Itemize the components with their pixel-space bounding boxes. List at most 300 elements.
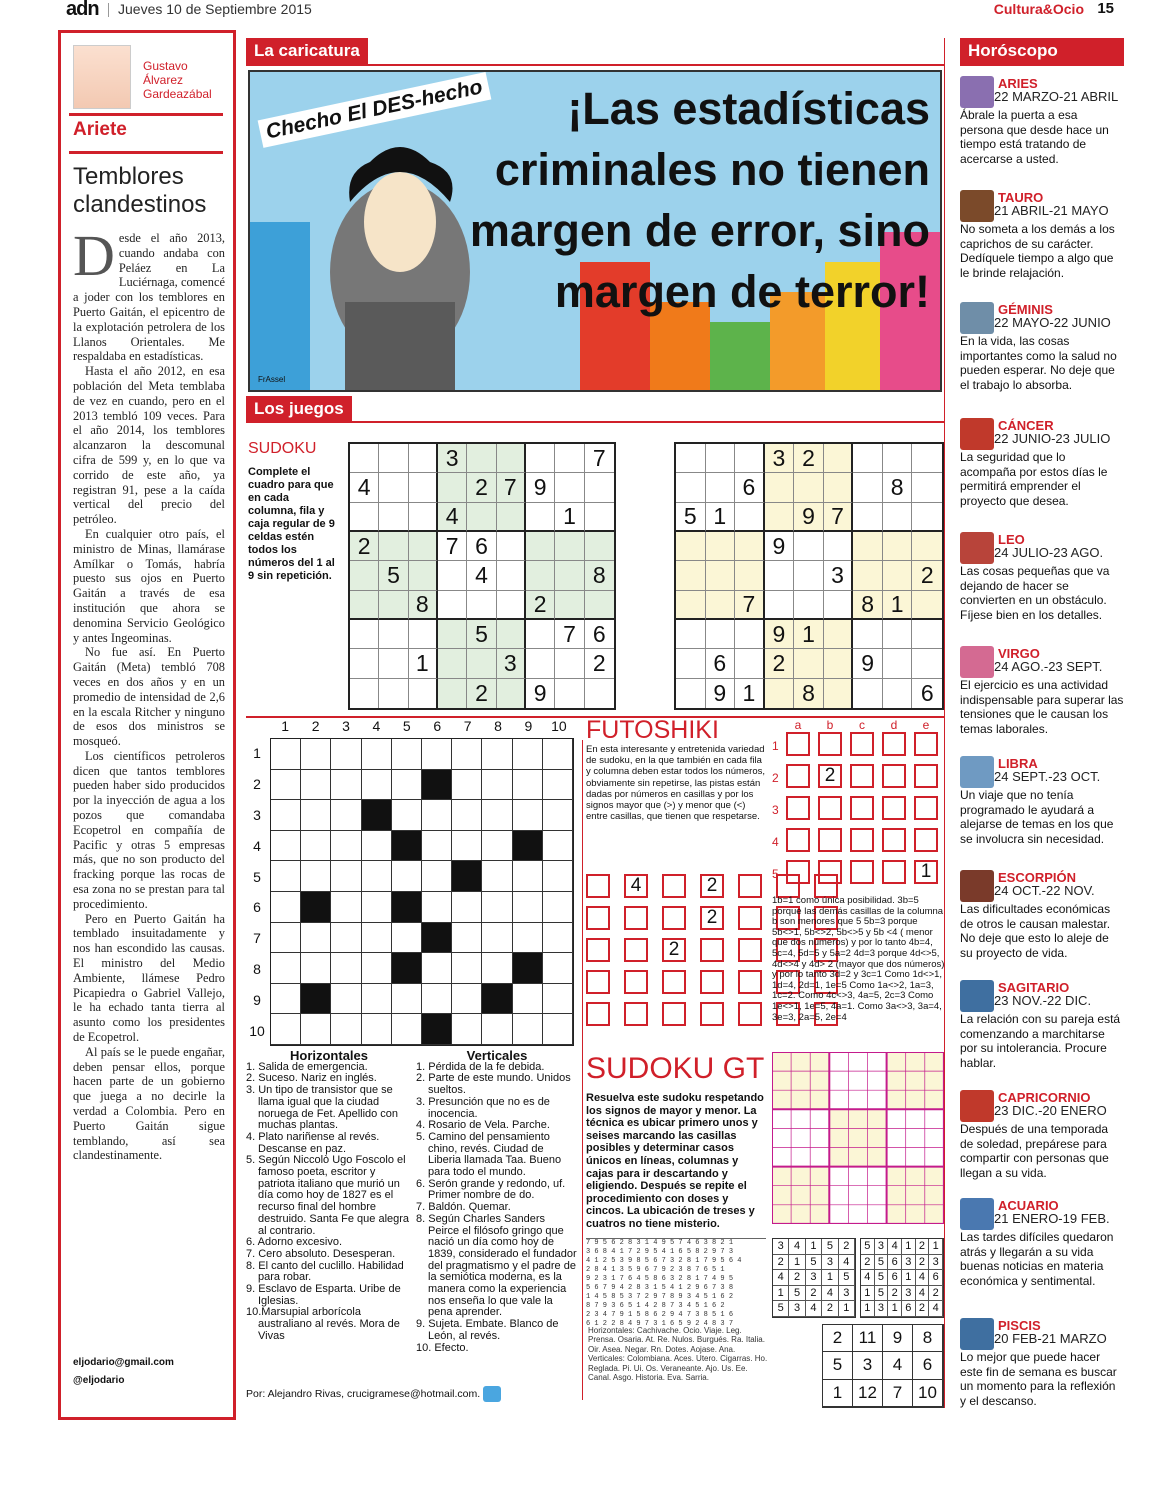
crossword-cell[interactable]: [513, 770, 543, 801]
crossword-cell[interactable]: [362, 984, 392, 1015]
solution-cell: 5: [773, 1301, 789, 1317]
clue: 2. Suceso. Nariz en inglés.: [246, 1072, 377, 1085]
futoshiki-cell[interactable]: [882, 828, 906, 852]
crossword-row-number: 9: [253, 991, 261, 1008]
crossword-cell[interactable]: [362, 923, 392, 954]
sudoku-cell: [912, 503, 942, 532]
crossword-cell[interactable]: [301, 953, 331, 984]
crossword-cell[interactable]: [271, 770, 301, 801]
section-title-juegos: Los juegos: [246, 396, 352, 422]
crossword-cell[interactable]: [422, 739, 452, 770]
sudoku-cell: 2: [912, 561, 942, 590]
futoshiki-cell[interactable]: [786, 732, 810, 756]
sudoku-cell: [409, 473, 438, 502]
sign-dates: 24 OCT.-22 NOV.: [994, 883, 1095, 898]
crossword-cell[interactable]: [331, 892, 361, 923]
solution-cell: 3: [773, 1239, 789, 1255]
crossword-cell[interactable]: [392, 892, 422, 923]
kakuro-cell: 1: [823, 1380, 853, 1407]
sudoku-cell: [853, 503, 883, 532]
crossword-col-number: 4: [372, 718, 381, 734]
crossword-cell[interactable]: [392, 1014, 422, 1045]
sudoku-cell: 1: [555, 503, 584, 532]
futoshiki-cell[interactable]: [624, 1002, 648, 1026]
sudoku-cell: [379, 591, 408, 620]
crossword-row-number: 3: [253, 806, 261, 823]
divider: [69, 113, 223, 116]
crossword-cell[interactable]: [543, 892, 573, 923]
futoshiki-cell[interactable]: [738, 906, 762, 930]
crossword-cell[interactable]: [271, 984, 301, 1015]
crossword-cell[interactable]: [271, 831, 301, 862]
crossword-cell[interactable]: [513, 953, 543, 984]
futoshiki-cell[interactable]: [882, 796, 906, 820]
crossword-cell[interactable]: [362, 770, 392, 801]
sudoku-cell: [824, 444, 854, 473]
sudoku-cell: 1: [706, 503, 736, 532]
crossword-row-number: 7: [253, 930, 261, 947]
clue: 6. Serón grande y redondo, uf. Primer nombre de do.: [416, 1177, 566, 1202]
paragraph: Desde el año 2013, cuando andaba con Peláez en La Luciérnaga, comencé a joder con los temblores en Puerto Gaitán, el epicentro de la explotación petrolera de los Llanos Orientales. Me respaldaba en estadísticas.: [73, 223, 225, 364]
sudoku-cell: [497, 679, 526, 708]
sign-text: Un viaje que no tenía programado le ayudará a alejarse de temas en los que se involucra sin necesidad.: [960, 788, 1114, 846]
crossword-col-number: 7: [463, 718, 472, 734]
paragraph: En cualquier otro país, el ministro de Minas, llamárase Amílkar o Tomás, habría puesto sus ojos en Puerto Gaitán a través de esa institución que ahora se denomina Servicio Geológico y antes Ingeominas.: [73, 526, 225, 645]
crossword-cell[interactable]: [392, 953, 422, 984]
crossword-cell[interactable]: [452, 739, 482, 770]
solution-cell: 2: [839, 1239, 855, 1255]
futoshiki-cell[interactable]: [914, 828, 938, 852]
solution-cell: 4: [822, 1286, 838, 1302]
futoshiki-cell[interactable]: 2: [700, 874, 724, 898]
futoshiki-cell[interactable]: [624, 906, 648, 930]
futoshiki-col-letter: a: [794, 718, 802, 732]
sign-dates: 22 JUNIO-23 JULIO: [994, 431, 1111, 446]
sudoku-cell: 8: [853, 591, 883, 620]
crossword-cell[interactable]: [422, 800, 452, 831]
crossword-cell[interactable]: [452, 923, 482, 954]
crossword-row-number: 2: [253, 776, 261, 793]
crossword-cell[interactable]: [543, 984, 573, 1015]
futoshiki-cell[interactable]: [624, 970, 648, 994]
author-email[interactable]: eljodario@gmail.com: [73, 1357, 174, 1368]
futoshiki-cell[interactable]: [850, 764, 874, 788]
page-number: 15: [1097, 0, 1114, 17]
crossword-cell[interactable]: [422, 892, 452, 923]
crossword-cell[interactable]: [301, 861, 331, 892]
sudoku-cell: [555, 649, 584, 678]
section-title-horoscopo: Horóscopo: [960, 38, 1124, 64]
sudoku-cell: [824, 649, 854, 678]
kakuro-cell: 9: [883, 1325, 913, 1352]
crossword-cell[interactable]: [392, 800, 422, 831]
futoshiki-cell[interactable]: [738, 970, 762, 994]
crossword-col-number: 6: [433, 718, 442, 734]
crossword-cell[interactable]: [482, 831, 512, 862]
solution-cell: 3: [929, 1255, 943, 1271]
clue: 5. Camino del pensamiento chino, revés. Ciudad de Liberia llamada Taa. Bueno para todo el mundo.: [416, 1130, 562, 1179]
solution-row: 5 6 7 9 4 2 8 3 1 5 4 1 2 9 6 7 3 8: [586, 1284, 734, 1292]
solution-cell: 1: [902, 1239, 916, 1255]
crossword-cell[interactable]: [301, 831, 331, 862]
crossword-cell[interactable]: [513, 892, 543, 923]
sudoku-cell: [735, 620, 765, 649]
solution-cell: 3: [806, 1270, 822, 1286]
crossword-cell[interactable]: [362, 1014, 392, 1045]
crossword-cell[interactable]: [271, 892, 301, 923]
sudoku-cell: [467, 649, 496, 678]
sudoku-cell: 2: [467, 679, 496, 708]
clue: 3. Un tipo de transistor que se llama igual que la ciudad noruega de Fet. Apellido con muchas plantas.: [246, 1084, 399, 1132]
futoshiki-cell[interactable]: [786, 796, 810, 820]
sign-text: Lo mejor que puede hacer este fin de semana es buscar un momento para la reflexión y el descanso.: [960, 1350, 1117, 1408]
crossword-cell[interactable]: [543, 739, 573, 770]
sudoku-cell: [526, 620, 555, 649]
futoshiki-cell[interactable]: [882, 764, 906, 788]
futoshiki-cell[interactable]: [850, 860, 874, 884]
solution-cell: 3: [839, 1286, 855, 1302]
solution-cell: 4: [929, 1301, 943, 1317]
crossword-cell[interactable]: [271, 953, 301, 984]
crossword-cell[interactable]: [543, 1014, 573, 1045]
drop-cap: D: [73, 223, 115, 288]
sudoku-cell: [883, 649, 913, 678]
solution-row: 4 1 2 5 3 9 8 5 6 7 3 2 8 1 7 9 5 6 4: [586, 1257, 742, 1265]
crossword-cell[interactable]: [422, 953, 452, 984]
crossword-cell[interactable]: [362, 831, 392, 862]
crossword-cell[interactable]: [543, 800, 573, 831]
crossword-cell[interactable]: [482, 770, 512, 801]
crossword-cell[interactable]: [422, 984, 452, 1015]
crossword-cell[interactable]: [331, 831, 361, 862]
crossword-cell[interactable]: [331, 953, 361, 984]
sign-text: En la vida, las cosas importantes como la salud no pueden esperar. No deje que el trabajo lo absorba.: [960, 334, 1117, 392]
crossword-cell[interactable]: [513, 984, 543, 1015]
crossword-cell[interactable]: [362, 739, 392, 770]
crossword-cell[interactable]: [392, 923, 422, 954]
crossword-cell[interactable]: [392, 984, 422, 1015]
sudoku-cell: 3: [438, 444, 467, 473]
sudoku-cell: 8: [883, 473, 913, 502]
futoshiki-cell[interactable]: [586, 874, 610, 898]
solution-cell: 4: [888, 1239, 902, 1255]
author-twitter[interactable]: @eljodario: [73, 1375, 125, 1386]
sudoku-cell: [555, 473, 584, 502]
crossword-cell[interactable]: [362, 953, 392, 984]
futoshiki-col-letter: d: [890, 718, 898, 732]
futoshiki-cell[interactable]: [738, 938, 762, 962]
clue: 8. El canto del cuclillo. Habilidad para robar.: [246, 1259, 404, 1284]
futoshiki-cell[interactable]: [850, 828, 874, 852]
sudoku-cell: 7: [438, 532, 467, 561]
futoshiki-cell[interactable]: 1: [914, 860, 938, 884]
futoshiki-cell[interactable]: [914, 796, 938, 820]
futoshiki-cell[interactable]: 4: [624, 874, 648, 898]
futoshiki-cell[interactable]: [586, 970, 610, 994]
sign-name: LIBRA: [998, 756, 1038, 771]
crossword-cell[interactable]: [452, 1014, 482, 1045]
sudoku-cell: 4: [350, 473, 379, 502]
futoshiki-cell[interactable]: [914, 764, 938, 788]
solution-cell: 5: [875, 1286, 889, 1302]
crossword-cell[interactable]: [513, 739, 543, 770]
crossword-cell[interactable]: [362, 892, 392, 923]
sudoku-cell: [438, 473, 467, 502]
futoshiki-cell[interactable]: 2: [662, 938, 686, 962]
crossword-cell[interactable]: [482, 739, 512, 770]
sudoku-cell: [555, 679, 584, 708]
crossword-cell[interactable]: [422, 770, 452, 801]
futoshiki-cell[interactable]: [738, 1002, 762, 1026]
crossword-cell[interactable]: [452, 831, 482, 862]
zodiac-icon: [960, 190, 994, 222]
sudoku-cell: [883, 503, 913, 532]
sudoku-cell: [676, 473, 706, 502]
cartoon: [248, 70, 942, 392]
crossword-cell[interactable]: [301, 1014, 331, 1045]
section-name: Cultura&Ocio: [993, 1, 1084, 17]
solution-cell: 4: [839, 1255, 855, 1271]
crossword-cell[interactable]: [271, 1014, 301, 1045]
solution-cell: 2: [861, 1255, 875, 1271]
sudoku-cell: 4: [467, 561, 496, 590]
crossword-cell[interactable]: [331, 800, 361, 831]
crossword-cell[interactable]: [392, 861, 422, 892]
crossword-cell[interactable]: [452, 892, 482, 923]
futoshiki-cell[interactable]: [786, 764, 810, 788]
kakuro-cell: 8: [913, 1325, 943, 1352]
crossword-cell[interactable]: [301, 800, 331, 831]
futoshiki-cell[interactable]: [914, 732, 938, 756]
futoshiki-cell[interactable]: [882, 860, 906, 884]
solution-cell: 2: [806, 1286, 822, 1302]
crossword-cell[interactable]: [362, 861, 392, 892]
sign-name: TAURO: [998, 190, 1044, 205]
futoshiki-cell[interactable]: [786, 828, 810, 852]
crossword-cell[interactable]: [331, 923, 361, 954]
kakuro-cell: 4: [883, 1352, 913, 1379]
sudoku-cell: [794, 532, 824, 561]
sign-dates: 21 ABRIL-21 MAYO: [994, 203, 1109, 218]
crossword-cell[interactable]: [482, 953, 512, 984]
crossword-col-number: 9: [524, 718, 533, 734]
futoshiki-cell[interactable]: 2: [818, 764, 842, 788]
crossword-cell[interactable]: [452, 861, 482, 892]
futoshiki-cell[interactable]: [662, 906, 686, 930]
crossword-cell[interactable]: [543, 923, 573, 954]
crossword-cell[interactable]: [301, 923, 331, 954]
sudoku-cell: [883, 620, 913, 649]
crossword-cell[interactable]: [543, 831, 573, 862]
crossword-cell[interactable]: [543, 770, 573, 801]
crossword-cell[interactable]: [513, 831, 543, 862]
crossword-cell[interactable]: [543, 861, 573, 892]
solution-cell: 1: [902, 1270, 916, 1286]
sign-dates: 20 FEB-21 MARZO: [994, 1331, 1107, 1346]
sudoku-cell: [883, 532, 913, 561]
futoshiki-cell[interactable]: [700, 970, 724, 994]
twitter-icon: [483, 1386, 501, 1402]
sudoku-cell: [706, 591, 736, 620]
crossword-cell[interactable]: [331, 861, 361, 892]
crossword-cell[interactable]: [271, 923, 301, 954]
crossword-cell[interactable]: [271, 861, 301, 892]
sudoku-cell: [765, 679, 795, 708]
sudoku-cell: 6: [920, 679, 934, 706]
crossword-cell[interactable]: [422, 923, 452, 954]
crossword-cell[interactable]: [452, 770, 482, 801]
sudoku-cell: [912, 444, 942, 473]
kakuro-cell: 12: [853, 1380, 883, 1407]
futoshiki-cell[interactable]: [882, 732, 906, 756]
crossword-cell[interactable]: [422, 861, 452, 892]
sudoku-cell: 8: [794, 679, 824, 708]
futoshiki-cell[interactable]: [738, 874, 762, 898]
crossword-cell[interactable]: [482, 923, 512, 954]
crossword-cell[interactable]: [513, 861, 543, 892]
futoshiki-cell[interactable]: [850, 796, 874, 820]
sudoku-instructions: Complete el cuadro para que en cada columna, fila y caja regular de 9 celdas estén todos los números del 1 al 9 sin repetición.: [248, 466, 335, 582]
futoshiki-cell[interactable]: [818, 796, 842, 820]
column-kicker: Ariete: [73, 119, 127, 140]
sudoku-grid-2: [674, 442, 944, 710]
sudoku-cell: 6: [467, 532, 496, 561]
crossword-cell[interactable]: [362, 800, 392, 831]
sign-text: La relación con su pareja está comenzando a marchitarse por su intolerancia. Procure hablar.: [960, 1012, 1121, 1070]
futoshiki-cell[interactable]: [586, 938, 610, 962]
sudoku-cell: [379, 679, 408, 708]
sudoku-cell: [585, 503, 614, 532]
futoshiki-cell[interactable]: [586, 1002, 610, 1026]
futoshiki-cell[interactable]: 2: [700, 906, 724, 930]
sudoku-cell: [883, 679, 913, 708]
sudoku-cell: [379, 532, 408, 561]
crossword-cell[interactable]: [301, 892, 331, 923]
clue: 4. Plato nariñense al revés. Descanse en paz.: [246, 1130, 380, 1155]
solution-cell: 1: [861, 1301, 875, 1317]
sudoku-cell: [585, 679, 614, 708]
sign-name: ESCORPIÓN: [998, 870, 1077, 885]
crossword-cell[interactable]: [482, 984, 512, 1015]
crossword-cell[interactable]: [301, 984, 331, 1015]
futoshiki-cell[interactable]: [662, 874, 686, 898]
crossword-cell[interactable]: [331, 984, 361, 1015]
sudoku-cell: [883, 444, 913, 473]
crossword-cell[interactable]: [452, 953, 482, 984]
sudoku-cell: 2: [467, 473, 496, 502]
sudoku-cell: [853, 679, 883, 708]
crossword-cell[interactable]: [301, 739, 331, 770]
sudoku-cell: 9: [765, 532, 795, 561]
crossword-cell[interactable]: [452, 800, 482, 831]
futoshiki-cell[interactable]: [662, 970, 686, 994]
author-name: Gustavo Álvarez Gardeazábal: [143, 59, 212, 101]
solution-cell: 5: [875, 1255, 889, 1271]
sudoku-cell: [497, 620, 526, 649]
futoshiki-cell[interactable]: [818, 732, 842, 756]
issue-date: Jueves 10 de Septiembre 2015: [118, 1, 312, 17]
sudoku-cell: [526, 503, 555, 532]
crossword-cell[interactable]: [392, 831, 422, 862]
sudoku-cell: 9: [853, 649, 883, 678]
sudoku-cell: [853, 532, 883, 561]
crossword-cell[interactable]: [513, 800, 543, 831]
crossword-cell[interactable]: [482, 800, 512, 831]
solution-cell: 1: [789, 1255, 805, 1271]
crossword-cell[interactable]: [482, 861, 512, 892]
crossword-cell[interactable]: [271, 739, 301, 770]
solution-cell: 2: [916, 1239, 930, 1255]
sudoku-cell: 7: [735, 591, 765, 620]
clue: 10. Efecto.: [416, 1341, 469, 1354]
clue: 7. Cero absoluto. Desesperan.: [246, 1247, 396, 1260]
clue: 1. Salida de emergencia.: [246, 1060, 368, 1073]
sudoku-cell: 5: [379, 561, 408, 590]
sudoku-cell: [735, 649, 765, 678]
crossword-cell[interactable]: [482, 892, 512, 923]
sudoku-cell: [676, 444, 706, 473]
crossword-cell[interactable]: [513, 923, 543, 954]
crossword-cell[interactable]: [392, 739, 422, 770]
sign-text: Después de una temporada de soledad, prepárese para compartir con personas que llegan a su vida.: [960, 1122, 1109, 1180]
futoshiki-col-letter: c: [859, 718, 865, 732]
crossword-cell[interactable]: [271, 800, 301, 831]
sudoku-cell: [735, 561, 765, 590]
crossword-cell[interactable]: [392, 770, 422, 801]
futoshiki-cell[interactable]: [850, 732, 874, 756]
futoshiki-cell[interactable]: [700, 938, 724, 962]
sudoku-cell: [765, 561, 795, 590]
crossword-cell[interactable]: [543, 953, 573, 984]
crossword-cell[interactable]: [301, 770, 331, 801]
sudoku-grid-1: [348, 442, 616, 710]
sign-name: SAGITARIO: [998, 980, 1070, 995]
futoshiki-cell[interactable]: [700, 1002, 724, 1026]
sudoku-cell: [526, 444, 555, 473]
crossword-cell[interactable]: [482, 1014, 512, 1045]
crossword-cell[interactable]: [422, 831, 452, 862]
solution-cell: 2: [929, 1286, 943, 1302]
sign-text: Las dificultades económicas de otros le causan malestar. No deje que esto lo aleje de su proyecto de vida.: [960, 902, 1111, 960]
crossword-cell[interactable]: [331, 770, 361, 801]
sudoku-cell: [794, 473, 824, 502]
zodiac-icon: [960, 870, 994, 902]
solution-row: 9 2 3 1 7 6 4 5 8 6 3 2 8 1 7 4 9 5: [586, 1275, 734, 1283]
zodiac-icon: [960, 646, 994, 678]
sudoku-cell: [853, 620, 883, 649]
crossword-cell[interactable]: [452, 984, 482, 1015]
sudoku-cell: [912, 532, 942, 561]
solution-cell: 4: [916, 1270, 930, 1286]
sudoku-cell: [706, 532, 736, 561]
sudoku-cell: [350, 620, 379, 649]
futoshiki-cell[interactable]: [818, 828, 842, 852]
solution-row: 2 8 4 1 3 5 9 6 7 9 2 3 8 7 6 5 1: [586, 1266, 725, 1274]
futoshiki-row-number: 4: [772, 835, 779, 849]
sudoku-cell: [676, 591, 706, 620]
crossword-cell[interactable]: [513, 1014, 543, 1045]
sign-dates: 23 DIC.-20 ENERO: [994, 1103, 1107, 1118]
crossword-cell[interactable]: [422, 1014, 452, 1045]
futoshiki-cell[interactable]: [624, 938, 648, 962]
crossword-cell[interactable]: [331, 739, 361, 770]
crossword-cell[interactable]: [331, 1014, 361, 1045]
solution-cell: 3: [875, 1239, 889, 1255]
sign-dates: 22 MAYO-22 JUNIO: [994, 315, 1111, 330]
futoshiki-cell[interactable]: [662, 1002, 686, 1026]
futoshiki-cell[interactable]: [586, 906, 610, 930]
divider: [69, 151, 223, 154]
